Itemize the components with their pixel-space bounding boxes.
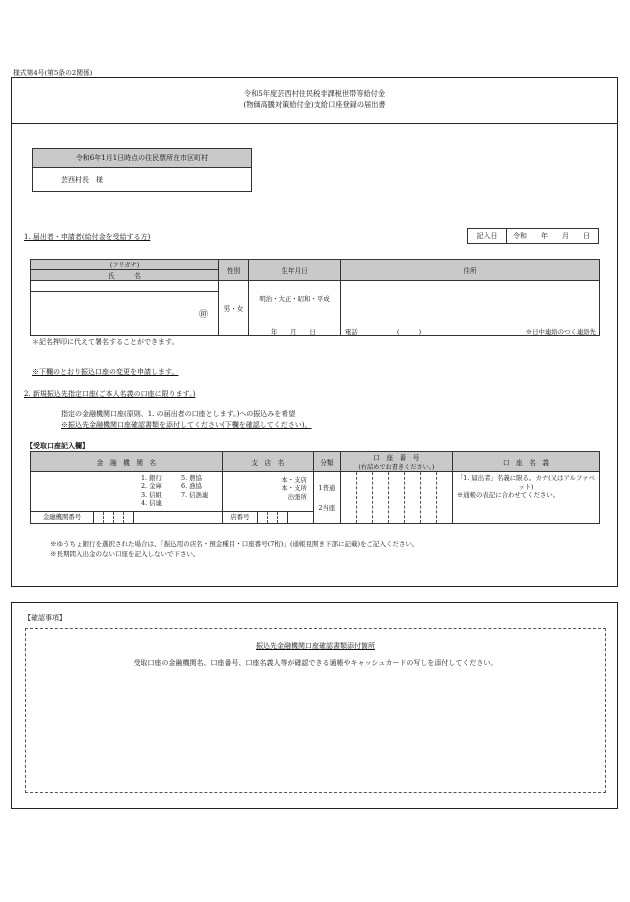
branch-code-row [222,511,313,523]
name-input[interactable] [31,292,219,336]
account-type-current[interactable]: 2当座 [318,503,336,512]
account-number-header: 口 座 番 号 [340,452,452,463]
birthdate-label: 生年月日 [249,260,341,281]
record-date-label: 記入日 [468,229,507,243]
bank-code-row [31,511,223,523]
branch-code-digit[interactable] [258,512,268,523]
address-input[interactable] [341,281,600,336]
municipality-box [32,148,252,192]
applicant-table [30,259,600,336]
branch-type-main[interactable]: 本・支店 [281,476,307,484]
notes [50,539,419,559]
account-holder-header: 口 座 名 義 [452,452,599,472]
section2-heading: 2. 新規振込先指定口座(ご本人名義の口座に限ります。) [24,390,196,398]
branch-code-digit[interactable] [268,512,278,523]
bank-type-1[interactable]: 1. 銀行 [141,474,162,482]
bank-name-header: 金 融 機 関 名 [31,452,223,472]
bank-name-input[interactable] [31,472,142,512]
name-label: 氏 名 [31,270,219,281]
birthdate-cell[interactable] [249,281,341,336]
record-date-input[interactable]: 令和 年 月 日 [513,232,590,240]
bank-code-digit[interactable] [104,512,114,523]
attachment-title: 振込先金融機関口座確認書類添付箇所 [256,642,375,650]
bank-type-7[interactable]: 7. 信漁連 [181,490,209,499]
account-table [30,451,600,524]
account-type-ordinary[interactable]: 1普通 [318,483,336,492]
account-number-subheader: (右詰めでお書きください。) [340,462,452,472]
confirmation-label: 【確認事項】 [24,614,66,622]
branch-name-input[interactable] [222,472,313,512]
section2-desc-1: 指定の金融機関口座(原則、1. の届出者の口座とします。)への振込みを希望 [61,410,296,418]
bank-type-3[interactable]: 3. 信組 [141,490,162,499]
gender-label: 性別 [219,260,249,281]
contact-note: ※日中連絡のつく連絡先 [525,328,596,336]
account-holder-input[interactable] [452,472,599,524]
form-number: 様式第4号(第5条の2関係) [13,69,93,77]
bank-code-digit[interactable] [114,512,124,523]
phone-label: 電話 [345,328,358,336]
bank-type-2[interactable]: 2. 金庫 [141,482,162,491]
signature-note: ＊記名押印に代えて署名することができます。 [32,338,179,346]
bank-type-4[interactable]: 4. 信連 [141,499,162,508]
recipient-name: 芸西村長 様 [61,176,103,184]
attachment-area [25,628,606,793]
holder-note-2: ※通帳の表記に合わせてください。 [456,491,560,500]
form-title [11,88,618,110]
title-line-1: 令和5年度芸西村住民税非課税世帯等給付金 [243,89,386,98]
account-section-label: 【受取口座記入欄】 [26,441,89,450]
bank-code-label: 金融機関番号 [31,512,94,523]
municipality-header: 令和6年1月1日時点の住民票所在市区町村 [33,149,251,168]
gender-value[interactable]: 男・女 [219,281,249,336]
era-options: 明治・大正・昭和・平成 [259,295,330,303]
holder-note-1: 「1. 届出者」名義に限る。カナ(又はアルファベット) [456,474,595,491]
birthdate-ymd: 年 月 日 [271,328,316,336]
title-line-2: (物価高騰対策給付金)支給口座登録の届出書 [243,100,386,109]
furigana-label: (フリガナ) [31,260,219,270]
address-label: 住所 [341,260,600,281]
change-note: ※下欄のとおり振込口座の変更を申請します。 [32,368,179,376]
branch-code-label: 店番号 [223,512,258,523]
section1-heading: 1. 届出者・申請者(給付金を受給する方) [24,233,151,241]
account-type-header: 分類 [313,452,340,472]
record-date-box [467,228,599,244]
seal-mark: ㊞ [198,310,208,320]
branch-name-header: 支 店 名 [222,452,313,472]
attachment-instructions: 受取口座の金融機関名、口座番号、口座名義人等が確認できる通帳やキャッシュカードの写しを添付してください。 [133,659,498,667]
note-yucho: ※ゆうちょ銀行を選択された場合は、「振込用の店名・預金種目・口座番号(7桁)」(通帳見開き下部に記載)をご記入ください。 [50,540,419,548]
bank-code-digit[interactable] [94,512,104,523]
account-number-input[interactable] [340,472,452,524]
bank-type-options[interactable] [141,472,222,512]
branch-type-office[interactable]: 出張所 [287,492,307,501]
section2-desc-2: ※振込先金融機関口座確認書類を添付してください(下欄を確認してください)。 [61,421,312,429]
bank-code-digit[interactable] [124,512,134,523]
branch-type-sub[interactable]: 本・支所 [281,484,307,493]
account-type-options[interactable] [313,472,340,524]
note-dormant: ※長期間入出金のない口座を記入しないで下さい。 [50,550,200,558]
branch-code-digit[interactable] [278,512,288,523]
phone-paren[interactable]: ( ) [397,328,422,336]
furigana-input[interactable] [31,281,219,292]
title-divider [11,123,618,124]
bank-type-5[interactable]: 5. 農協 [181,474,202,482]
bank-type-6[interactable]: 6. 漁協 [181,482,202,491]
